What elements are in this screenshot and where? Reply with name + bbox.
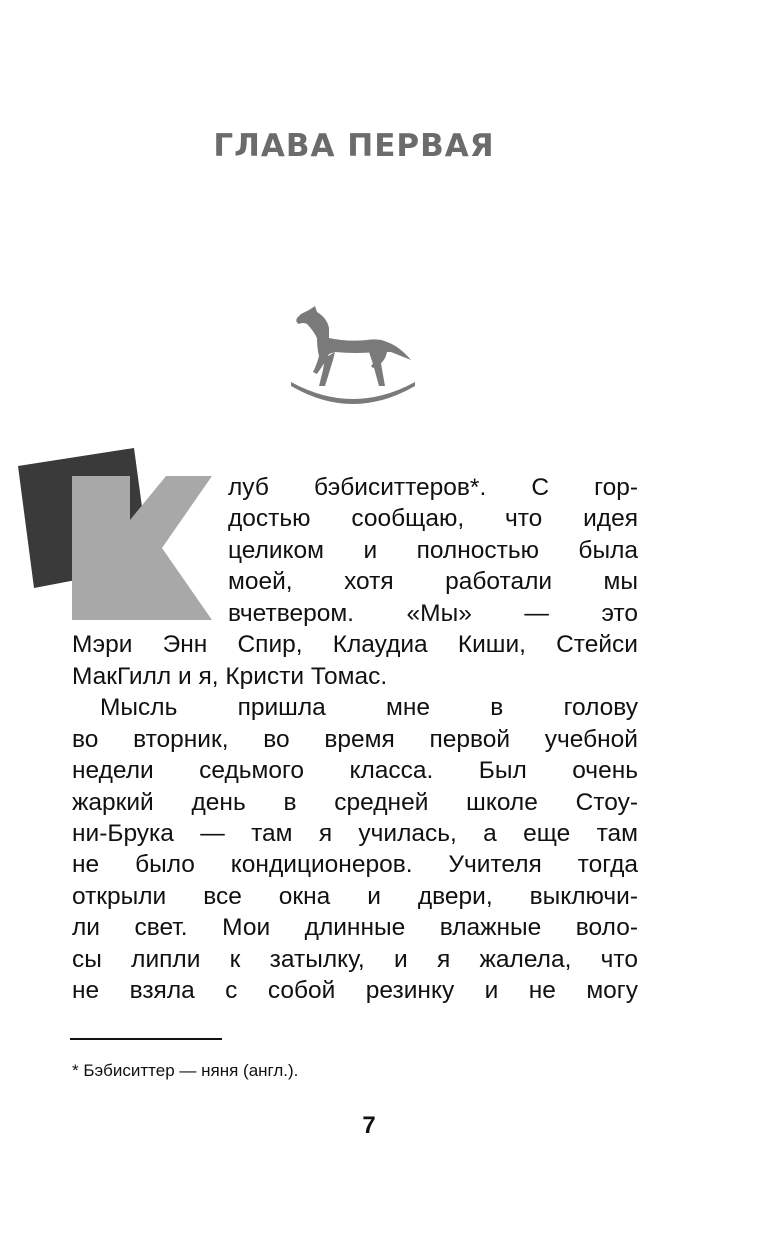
text-line: ни-Брука — там я училась, а еще там — [72, 819, 638, 847]
text-line: во вторник, во время первой учебной — [72, 725, 638, 753]
text-line: Мэри Энн Спир, Клаудиа Киши, Стейси — [72, 631, 638, 659]
text-line: сы липли к затылку, и я жалела, что — [72, 945, 638, 973]
chapter-title: ГЛАВА ПЕРВАЯ — [213, 128, 495, 164]
text-line: недели седьмого класса. Был очень — [72, 757, 638, 785]
text-line: открыли все окна и двери, выключи- — [72, 882, 638, 910]
footnote-divider — [70, 1038, 222, 1040]
text-line: вчетвером. «Мы» — это — [228, 599, 638, 627]
footnote: * Бэбиситтер — няня (англ.). — [72, 1061, 299, 1080]
drop-cap-letter — [16, 448, 216, 623]
text-line: целиком и полностью была — [228, 536, 638, 564]
text-line: достью сообщаю, что идея — [228, 505, 638, 533]
text-line: не было кондиционеров. Учителя тогда — [72, 851, 638, 879]
text-line: Мысль пришла мне в голову — [100, 694, 638, 722]
text-line: жаркий день в средней школе Стоу- — [72, 788, 638, 816]
text-line: луб бэбиситтеров*. С гор- — [228, 474, 638, 501]
drop-cap-light-k — [72, 476, 212, 620]
text-line: ли свет. Мои длинные влажные воло- — [72, 914, 638, 942]
rocking-horse-icon — [287, 306, 419, 410]
text-line: не взяла с собой резинку и не могу — [72, 977, 638, 1005]
text-line: МакГилл и я, Кристи Томас. — [72, 662, 388, 690]
text-line: моей, хотя работали мы — [228, 568, 638, 596]
page-number: 7 — [362, 1112, 376, 1139]
